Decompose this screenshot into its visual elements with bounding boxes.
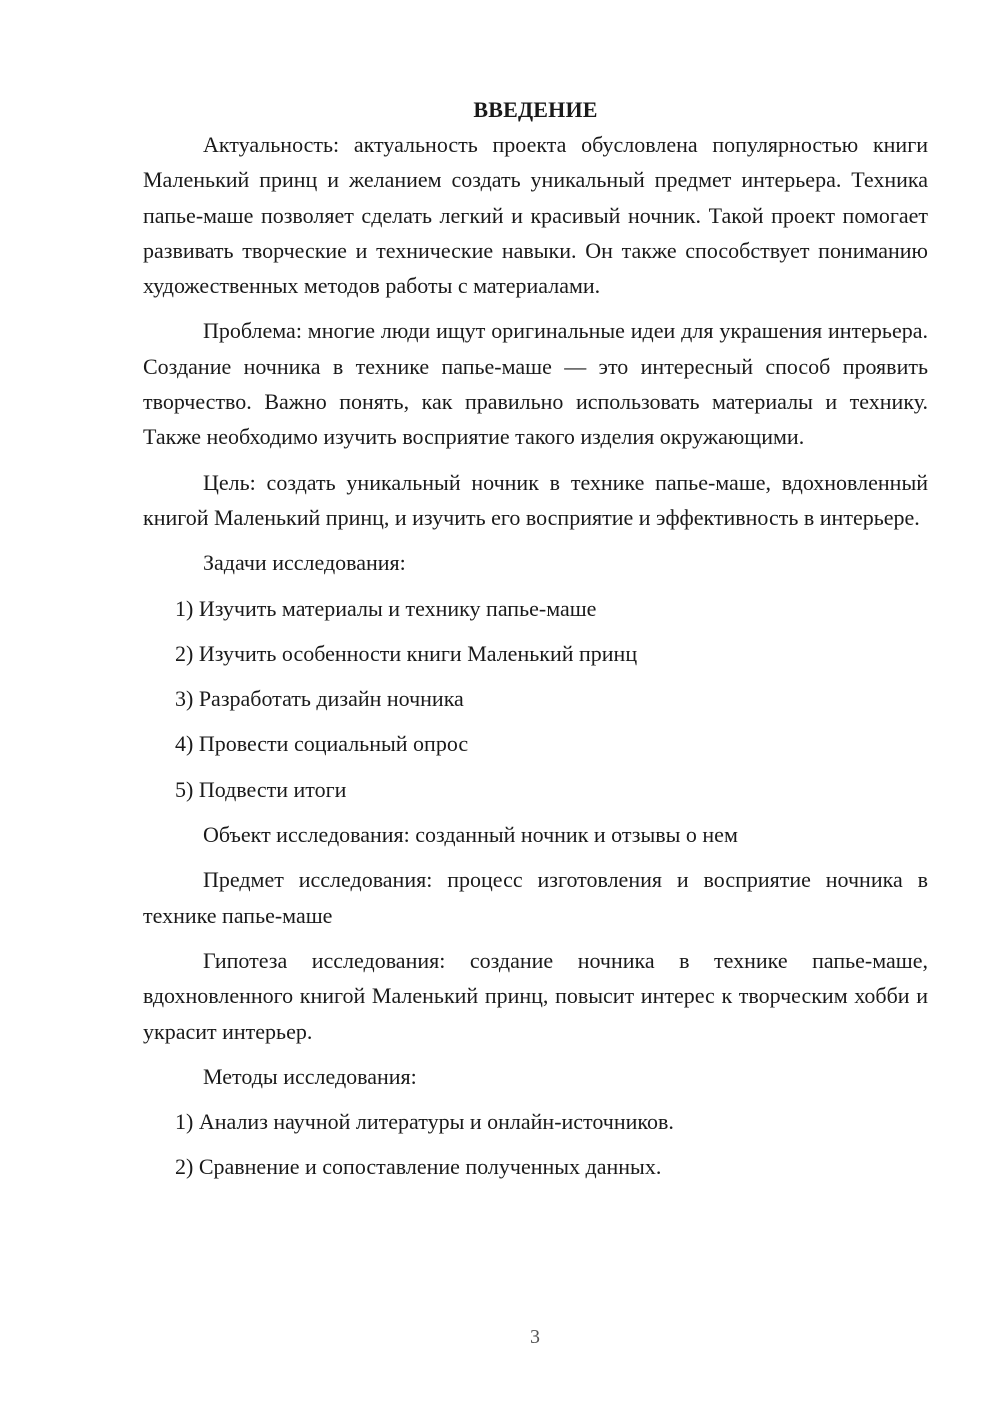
- list-item: 2) Сравнение и сопоставление полученных данных.: [175, 1154, 662, 1180]
- document-page: [143, 92, 928, 1195]
- tasks-list: [143, 591, 928, 807]
- hypothesis-paragraph: Гипотеза исследования: создание ночника в технике папье-маше, вдохновленного книгой Маленький принц, повысит интерес к творческим хобби и украсит интерьер.: [143, 947, 928, 1044]
- relevance-paragraph: Актуальность: актуальность проекта обусловлена популярностью книги Маленький принц и желанием создать уникальный предмет интерьера. Техника папье-маше позволяет сделать легкий и красивый ночник. Такой проект помогает развивать творческие и технические навыки. Он также способствует пониманию художественных методов работы с материалами.: [143, 132, 928, 299]
- methods-list: [143, 1104, 928, 1185]
- subject-paragraph: Предмет исследования: процесс изготовления и восприятие ночника в технике папье-маше: [143, 867, 928, 928]
- list-item: 5) Подвести итоги: [175, 776, 347, 802]
- list-item: 1) Анализ научной литературы и онлайн-источников.: [175, 1109, 674, 1135]
- object-paragraph: Объект исследования: созданный ночник и отзывы о нем: [203, 822, 738, 848]
- list-item: 1) Изучить материалы и технику папье-маше: [175, 595, 597, 621]
- page-number: 3: [530, 1326, 540, 1348]
- list-item: 3) Разработать дизайн ночника: [175, 686, 464, 712]
- tasks-heading: Задачи исследования:: [203, 550, 406, 576]
- list-item: 2) Изучить особенности книги Маленький принц: [175, 640, 638, 666]
- problem-paragraph: Проблема: многие люди ищут оригинальные идеи для украшения интерьера. Создание ночника в технике папье-маше — это интересный способ проявить творчество. Важно понять, как правильно использовать материалы и технику. Также необходимо изучить восприятие такого изделия окружающими.: [143, 318, 928, 450]
- goal-paragraph: Цель: создать уникальный ночник в технике папье-маше, вдохновленный книгой Маленький принц, и изучить его восприятие и эффективность в интерьере.: [143, 469, 928, 530]
- section-title: ВВЕДЕНИЕ: [473, 97, 598, 122]
- methods-heading: Методы исследования:: [203, 1063, 417, 1089]
- list-item: 4) Провести социальный опрос: [175, 731, 469, 757]
